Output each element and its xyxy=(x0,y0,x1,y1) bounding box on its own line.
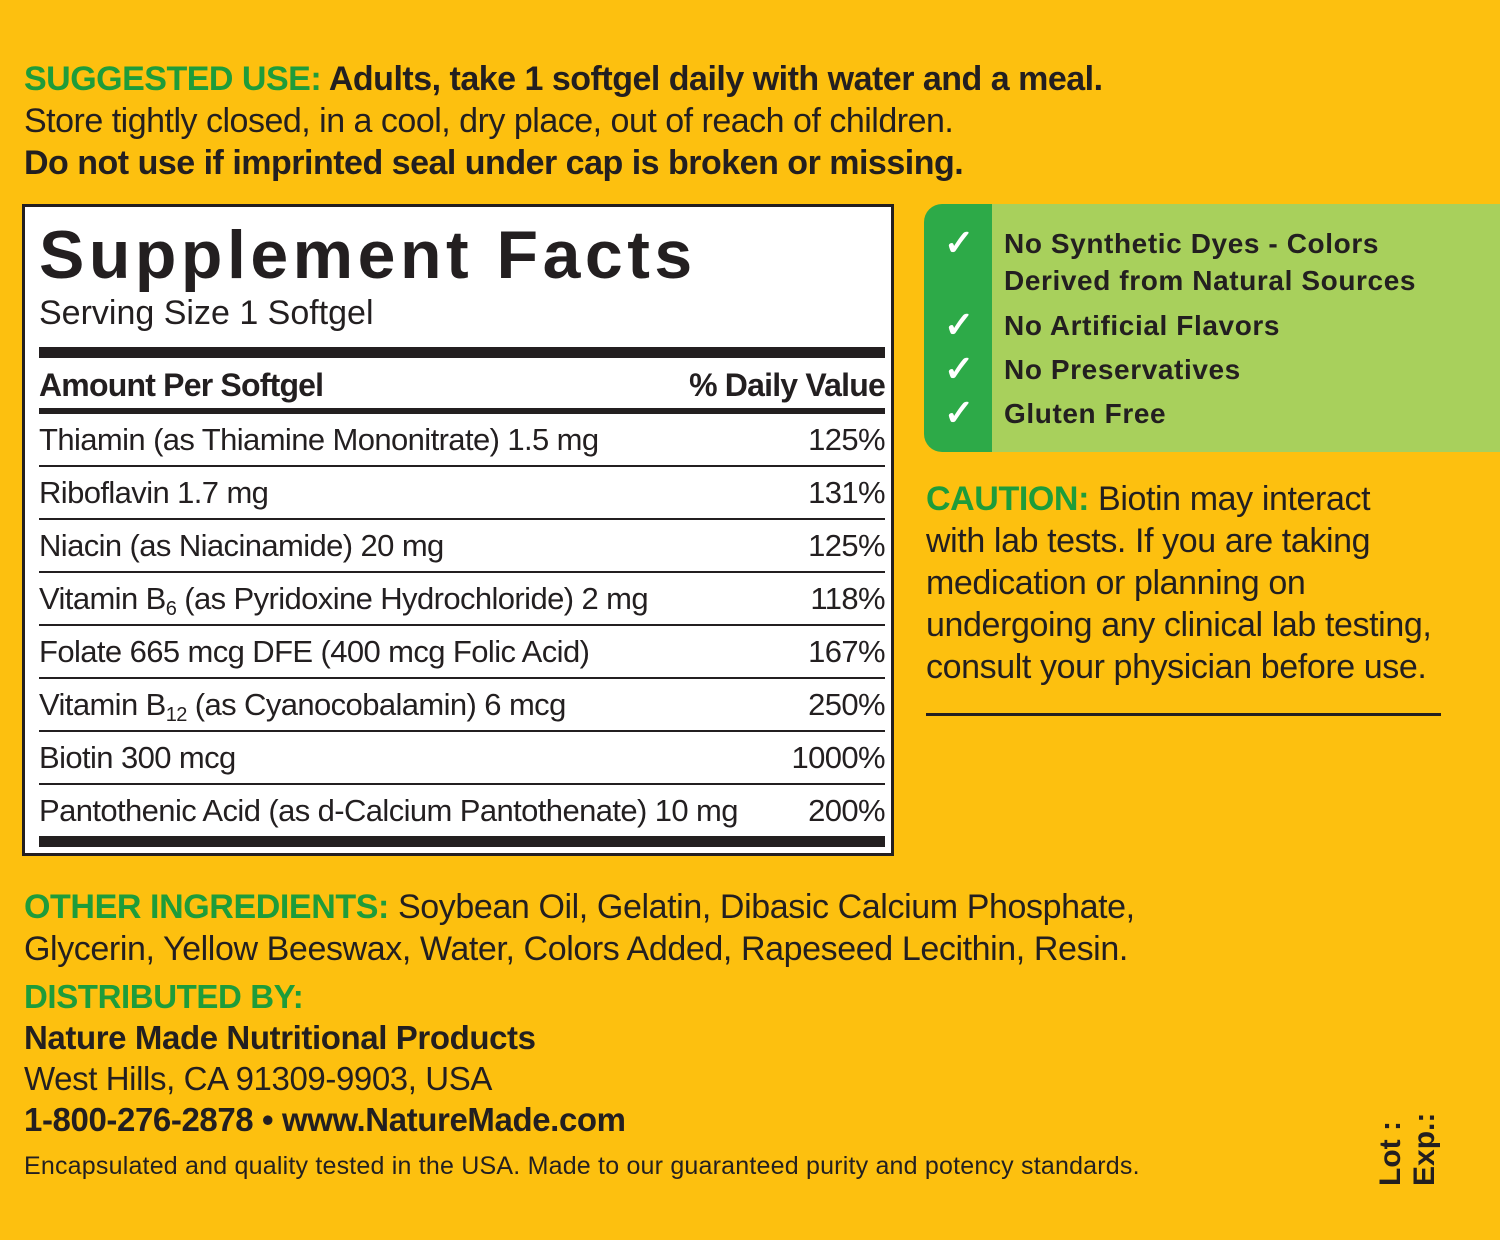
supplement-facts-panel xyxy=(22,204,894,856)
caution-line-1: Biotin may interact xyxy=(1089,480,1371,518)
facts-title: Supplement Facts xyxy=(39,217,697,293)
other-ingredients-block xyxy=(24,886,1135,970)
nutrient-name: Riboflavin 1.7 mg xyxy=(39,474,269,510)
nutrient-name: Biotin 300 mcg xyxy=(39,739,236,775)
daily-value: 118% xyxy=(810,580,885,616)
check-icon: ✓ xyxy=(944,222,975,263)
daily-value: 131% xyxy=(808,474,885,510)
suggested-use-text: Adults, take 1 softgel daily with water and a meal. xyxy=(321,60,1103,98)
nutrient-detail: (as Pyridoxine Hydrochloride) 2 mg xyxy=(176,580,648,616)
nutrient-label xyxy=(39,686,566,726)
other-ingredients-line-1: Soybean Oil, Gelatin, Dibasic Calcium Phosphate, xyxy=(388,888,1135,926)
facts-row xyxy=(39,520,885,573)
nutrient-label xyxy=(39,793,738,829)
lot-label: Lot : xyxy=(1374,1121,1407,1186)
nutrient-subscript: 12 xyxy=(165,703,187,726)
nutrient-label xyxy=(39,740,236,776)
storage-text: Store tightly closed, in a cool, dry place, out of reach of children. xyxy=(24,102,954,140)
other-ingredients-line-2: Glycerin, Yellow Beeswax, Water, Colors Added, Rapeseed Lecithin, Resin. xyxy=(24,930,1128,968)
daily-value: 1000% xyxy=(791,739,885,775)
daily-value-header: % Daily Value xyxy=(689,367,885,403)
nutrient-label xyxy=(39,422,599,458)
facts-row xyxy=(39,414,885,467)
distributor-address: West Hills, CA 91309-9903, USA xyxy=(24,1060,492,1097)
facts-row xyxy=(39,467,885,520)
thick-divider-bottom xyxy=(39,836,885,847)
thick-divider xyxy=(39,347,885,358)
nutrient-label xyxy=(39,528,444,564)
nutrient-label xyxy=(39,580,648,620)
nutrient-name: Vitamin B xyxy=(39,686,166,722)
daily-value: 167% xyxy=(808,633,885,669)
daily-value: 200% xyxy=(808,792,885,828)
claim-no-synthetic-dyes: No Synthetic Dyes - Colors xyxy=(1004,228,1380,259)
nutrient-name: Folate 665 mcg DFE (400 mcg Folic Acid) xyxy=(39,633,590,669)
check-icon: ✓ xyxy=(944,304,975,345)
caution-rule xyxy=(926,713,1441,716)
claim-natural-sources: Derived from Natural Sources xyxy=(1004,265,1417,296)
nutrient-name: Niacin (as Niacinamide) 20 mg xyxy=(39,527,444,563)
nutrient-label xyxy=(39,475,268,511)
facts-header-row xyxy=(39,358,885,404)
caution-line-3: medication or planning on xyxy=(926,564,1306,602)
distributor-contact: 1-800-276-2878 • www.NatureMade.com xyxy=(24,1101,626,1138)
suggested-use-line xyxy=(24,58,1103,100)
check-icon: ✓ xyxy=(944,392,975,433)
daily-value: 125% xyxy=(808,527,885,563)
nutrient-detail: (as Cyanocobalamin) 6 mcg xyxy=(186,686,566,722)
caution-line-2: with lab tests. If you are taking xyxy=(926,522,1371,560)
lot-exp-area xyxy=(1370,1110,1460,1190)
distributed-by-label: DISTRIBUTED BY: xyxy=(24,978,304,1015)
nutrient-subscript: 6 xyxy=(165,597,177,620)
other-ingredients-label: OTHER INGREDIENTS: xyxy=(24,888,389,926)
facts-row xyxy=(39,679,885,732)
seal-warning: Do not use if imprinted seal under cap is broken or missing. xyxy=(24,144,964,182)
facts-row xyxy=(39,626,885,679)
check-icon: ✓ xyxy=(944,348,975,389)
daily-value: 125% xyxy=(808,421,885,457)
caution-line-5: consult your physician before use. xyxy=(926,648,1427,686)
caution-block xyxy=(926,478,1431,688)
claim-no-artificial-flavors: No Artificial Flavors xyxy=(1004,310,1281,341)
distributor-block xyxy=(24,976,626,1140)
nutrient-name: Pantothenic Acid (as d-Calcium Pantothenate) 10 mg xyxy=(39,792,738,828)
nutrient-label xyxy=(39,634,589,670)
amount-header: Amount Per Softgel xyxy=(39,367,324,403)
facts-row xyxy=(39,732,885,785)
exp-label: Exp.: xyxy=(1408,1112,1441,1186)
facts-rows xyxy=(39,414,885,836)
daily-value: 250% xyxy=(808,686,885,722)
facts-row xyxy=(39,785,885,836)
caution-line-4: undergoing any clinical lab testing, xyxy=(926,606,1432,644)
claim-gluten-free: Gluten Free xyxy=(1004,398,1167,429)
facts-row xyxy=(39,573,885,626)
suggested-use-block xyxy=(24,58,1103,184)
claim-no-preservatives: No Preservatives xyxy=(1004,354,1241,385)
nutrient-name: Vitamin B xyxy=(39,580,166,616)
nutrient-name: Thiamin (as Thiamine Mononitrate) 1.5 mg xyxy=(39,421,599,457)
suggested-use-label: SUGGESTED USE: xyxy=(24,60,322,98)
serving-size: Serving Size 1 Softgel xyxy=(39,294,374,332)
distributor-name: Nature Made Nutritional Products xyxy=(24,1019,536,1056)
caution-label: CAUTION: xyxy=(926,480,1089,518)
fine-print: Encapsulated and quality tested in the USA. Made to our guaranteed purity and potency standards. xyxy=(24,1152,1140,1180)
